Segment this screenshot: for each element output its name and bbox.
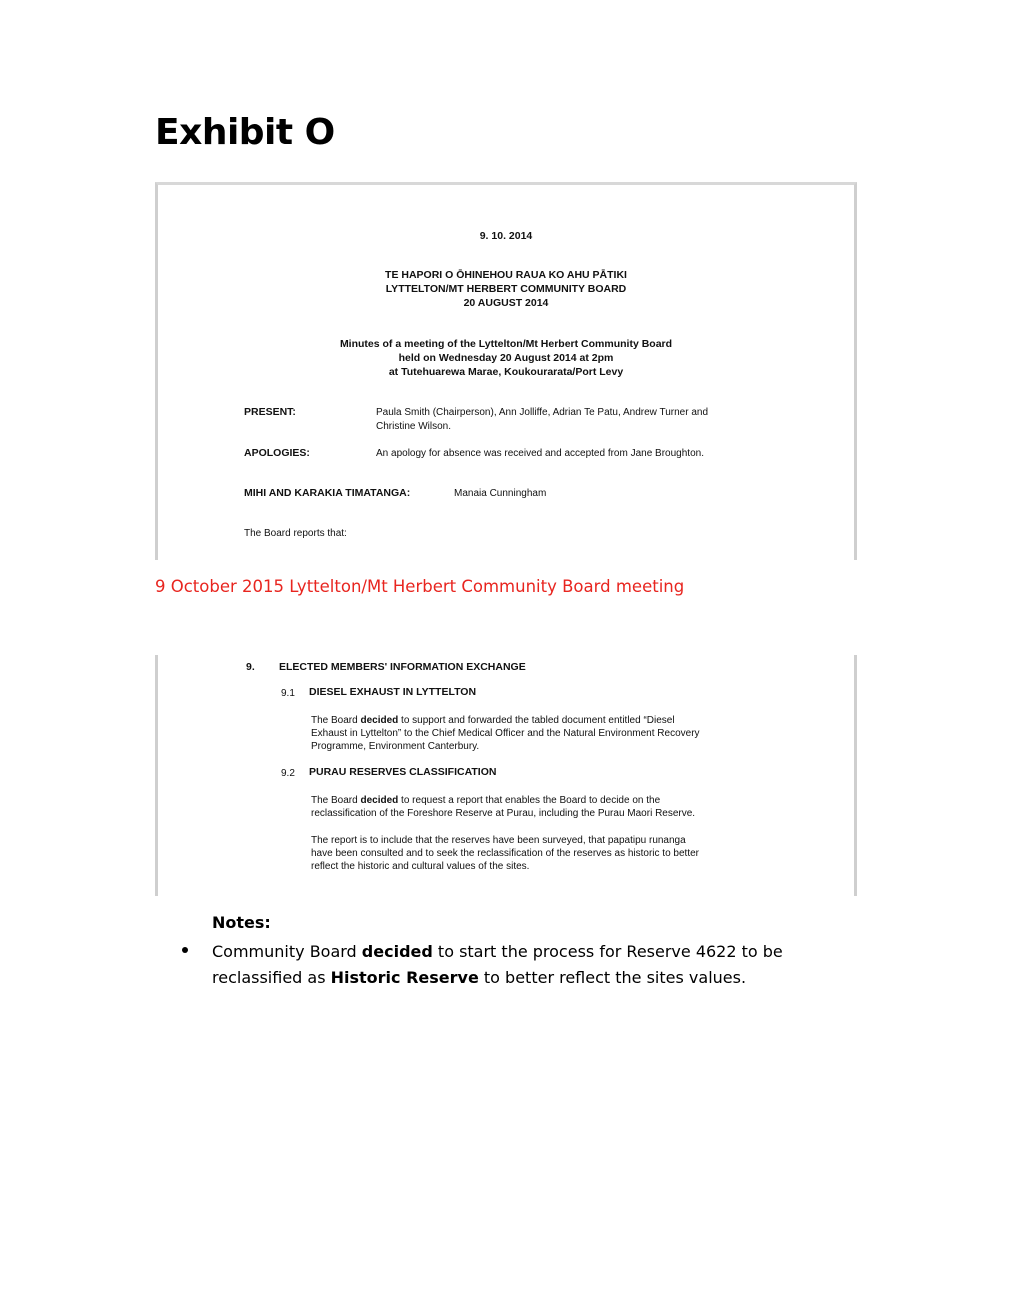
apologies-text: An apology for absence was received and accepted from Jane Broughton. bbox=[376, 448, 704, 459]
notes-bullet-1: Community Board decided to start the process for Reserve 4622 to be reclassified as Historic Reserve to better reflect the sites values. bbox=[212, 942, 783, 987]
section-title: ELECTED MEMBERS' INFORMATION EXCHANGE bbox=[279, 661, 526, 673]
item-9-2-para2-line-2: have been consulted and to seek the reclassification of the reserves as historic to better bbox=[311, 848, 699, 859]
decision-excerpt-image bbox=[155, 655, 857, 896]
doc-title-date: 20 AUGUST 2014 bbox=[463, 297, 549, 309]
minutes-line-1: Minutes of a meeting of the Lyttelton/Mt Herbert Community Board bbox=[339, 338, 673, 350]
item-9-2-line-1: The Board decided to request a report that enables the Board to decide on the bbox=[311, 795, 661, 806]
minutes-line-2: held on Wednesday 20 August 2014 at 2pm bbox=[398, 352, 614, 364]
item-9-2-number: 9.2 bbox=[281, 768, 295, 779]
item-9-1-line-3: Programme, Environment Canterbury. bbox=[311, 741, 480, 752]
board-reports: The Board reports that: bbox=[244, 528, 347, 539]
doc-title-maori: TE HAPORI O ŌHINEHOU RAUA KO AHU PĀTIKI bbox=[385, 269, 627, 281]
minutes-excerpt-image bbox=[155, 182, 857, 560]
item-9-1-line-1: The Board decided to support and forwarded the tabled document entitled “Diesel bbox=[311, 715, 675, 726]
present-label: PRESENT: bbox=[244, 406, 296, 418]
mihi-text: Manaia Cunningham bbox=[454, 488, 547, 499]
figure-caption: 9 October 2015 Lyttelton/Mt Herbert Community Board meeting bbox=[155, 577, 685, 596]
bullet-icon bbox=[182, 947, 188, 953]
page-heading: Exhibit O bbox=[155, 112, 335, 153]
item-9-2-para2-line-1: The report is to include that the reserves have been surveyed, that papatipu runanga bbox=[311, 835, 686, 846]
minutes-line-3: at Tutehuarewa Marae, Koukourarata/Port Levy bbox=[388, 366, 624, 378]
item-9-2-title: PURAU RESERVES CLASSIFICATION bbox=[309, 766, 497, 778]
item-9-1-title: DIESEL EXHAUST IN LYTTELTON bbox=[309, 686, 477, 698]
present-line-2: Christine Wilson. bbox=[376, 421, 452, 432]
item-9-2-line-2: reclassification of the Foreshore Reserve at Purau, including the Purau Maori Reserve. bbox=[311, 808, 696, 819]
item-9-1-number: 9.1 bbox=[281, 688, 295, 699]
section-number: 9. bbox=[246, 661, 255, 673]
doc-title-board: LYTTELTON/MT HERBERT COMMUNITY BOARD bbox=[385, 283, 627, 295]
apologies-label: APOLOGIES: bbox=[244, 447, 310, 459]
item-9-2-para2-line-3: reflect the historic and cultural values of the sites. bbox=[311, 861, 530, 872]
notes-title: Notes: bbox=[212, 913, 271, 932]
doc-reference: 9. 10. 2014 bbox=[479, 230, 533, 242]
mihi-label: MIHI AND KARAKIA TIMATANGA: bbox=[244, 487, 411, 499]
item-9-1-line-2: Exhaust in Lyttelton” to the Chief Medical Officer and the Natural Environment Recovery bbox=[311, 728, 700, 739]
present-line-1: Paula Smith (Chairperson), Ann Jolliffe, Adrian Te Patu, Andrew Turner and bbox=[376, 407, 709, 418]
